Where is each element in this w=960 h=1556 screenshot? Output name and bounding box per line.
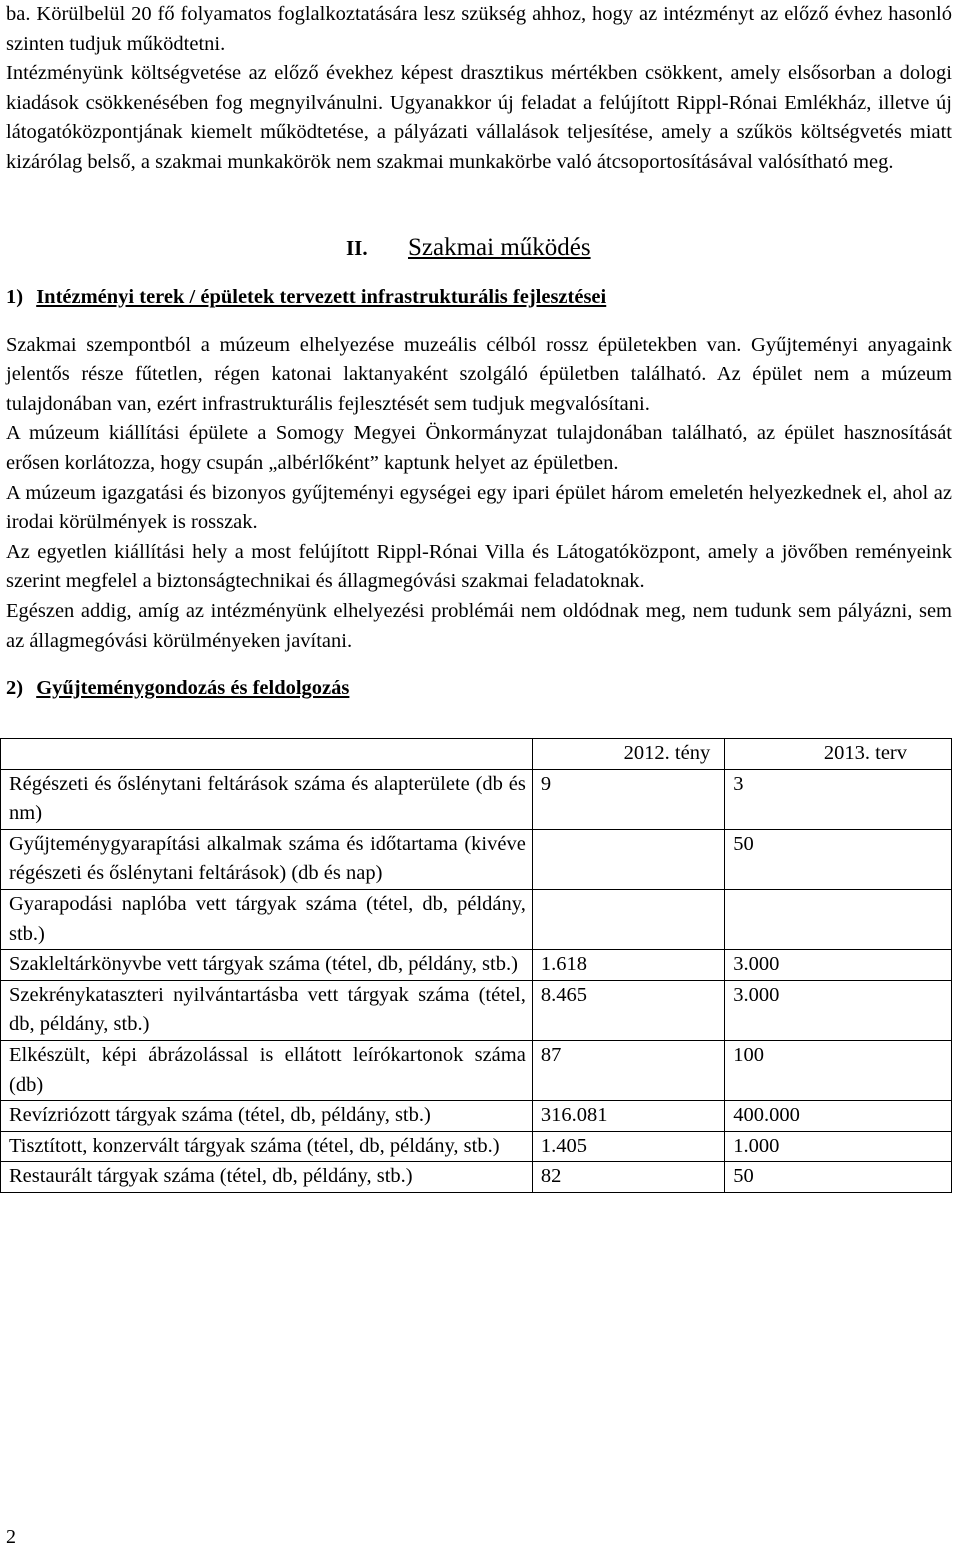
section-1-heading <box>6 281 952 313</box>
table-row <box>1 1162 952 1193</box>
section-1-paragraph: A múzeum igazgatási és bizonyos gyűjteményi egységei egy ipari épület három emeletén helyezkednek el, ahol az irodai körülmények is rosszak. <box>6 481 952 534</box>
row-value-2012: 1.618 <box>532 950 724 981</box>
section-1-paragraph: Az egyetlen kiállítási hely a most felújított Rippl-Rónai Villa és Látogatóközpont, amely a jövőben reményeink szerint megfelel a biztonságtechnikai és állagmegóvási szakmai feladatoknak. <box>6 540 952 593</box>
page-number: 2 <box>6 1526 16 1548</box>
intro-block <box>6 0 952 178</box>
row-value-2012: 9 <box>532 769 724 829</box>
row-value-2012: 87 <box>532 1041 724 1101</box>
row-value-2012 <box>532 890 724 950</box>
document-page <box>6 0 952 1193</box>
section-1-number: 1) <box>6 285 24 308</box>
section-1-paragraph: A múzeum kiállítási épülete a Somogy Megyei Önkormányzat tulajdonában található, az épület hasznosítását erősen korlátozza, hogy csupán „albérlőként” kaptunk helyet az épületben. <box>6 422 952 474</box>
row-label: Tisztított, konzervált tárgyak száma (tétel, db, példány, stb.) <box>1 1131 533 1162</box>
table-row <box>1 1131 952 1162</box>
table-row <box>1 1101 952 1132</box>
intro-paragraph-2: Intézményünk költségvetése az előző évekhez képest drasztikus mértékben csökkent, amely elsősorban a dologi kiadások csökkenésében fog megnyilvánulni. Ugyanakkor új feladat a felújított Rippl-Rónai Emlékház, illetve új látogatóközpontjának kiemelt működtetése, a pályázati vállalások teljesítése, amely a szűkös költségvetés miatt kizárólag belső, a szakmai munkakörök nem szakmai munkakörbe való átcsoportosításával valósítható meg. <box>6 62 952 173</box>
row-label: Elkészült, képi ábrázolással is ellátott leírókartonok száma (db) <box>1 1041 533 1101</box>
row-value-2013 <box>725 890 952 950</box>
row-label: Gyűjteménygyarapítási alkalmak száma és időtartama (kivéve régészeti és őslénytani feltárások) (db és nap) <box>1 829 533 889</box>
row-label: Restaurált tárgyak száma (tétel, db, példány, stb.) <box>1 1162 533 1193</box>
row-value-2013: 3.000 <box>725 950 952 981</box>
row-label: Szekrénykataszteri nyilvántartásba vett tárgyak száma (tétel, db, példány, stb.) <box>1 980 533 1040</box>
row-value-2013: 50 <box>725 829 952 889</box>
row-value-2013: 400.000 <box>725 1101 952 1132</box>
section-2-number: 2) <box>6 677 24 700</box>
section-1-paragraph: Egészen addig, amíg az intézményünk elhelyezési problémái nem oldódnak meg, nem tudunk sem pályázni, sem az állagmegóvási körülményeken javítani. <box>6 599 952 652</box>
row-value-2012: 8.465 <box>532 980 724 1040</box>
section-2-heading <box>6 672 952 704</box>
row-value-2013: 1.000 <box>725 1131 952 1162</box>
table-row <box>1 890 952 950</box>
table-row <box>1 1041 952 1101</box>
table-header-row <box>1 739 952 770</box>
section-2-title: Gyűjteménygondozás és feldolgozás <box>36 677 350 700</box>
row-value-2012 <box>532 829 724 889</box>
table-row <box>1 829 952 889</box>
row-value-2012: 1.405 <box>532 1131 724 1162</box>
section-1-paragraph: Szakmai szempontból a múzeum elhelyezése muzeális célból rossz épületekben van. Gyűjteményi anyagaink jelentős része fűtetlen, régen katonai laktanyaként szolgáló épületben található. Az épület nem a múzeum tulajdonában van, ezért infrastrukturális fejlesztését sem tudjuk megvalósítani. <box>6 333 952 415</box>
table-row <box>1 980 952 1040</box>
row-label: Szakleltárkönyvbe vett tárgyak száma (tétel, db, példány, stb.) <box>1 950 533 981</box>
table-header-2013: 2013. terv <box>725 739 952 770</box>
table-header-2012: 2012. tény <box>532 739 724 770</box>
intro-paragraph-1: ba. Körülbelül 20 fő folyamatos foglalkoztatására lesz szükség ahhoz, hogy az intézményt az előző évhez hasonló szinten tudjuk működtetni. <box>6 3 952 55</box>
row-label: Revízriózott tárgyak száma (tétel, db, példány, stb.) <box>1 1101 533 1132</box>
part-number: II. <box>346 235 368 260</box>
part-heading <box>6 229 952 267</box>
table-row <box>1 950 952 981</box>
row-value-2013: 100 <box>725 1041 952 1101</box>
row-label: Régészeti és őslénytani feltárások száma és alapterülete (db és nm) <box>1 769 533 829</box>
section-1-body <box>6 331 952 657</box>
section-1-title: Intézményi terek / épületek tervezett infrastrukturális fejlesztései <box>36 285 607 308</box>
row-value-2013: 3 <box>725 769 952 829</box>
table-header-label <box>1 739 533 770</box>
collection-stats-table <box>0 738 952 1193</box>
row-label: Gyarapodási naplóba vett tárgyak száma (tétel, db, példány, stb.) <box>1 890 533 950</box>
part-title: Szakmai működés <box>408 233 591 261</box>
table-row <box>1 769 952 829</box>
row-value-2013: 50 <box>725 1162 952 1193</box>
row-value-2012: 316.081 <box>532 1101 724 1132</box>
row-value-2012: 82 <box>532 1162 724 1193</box>
row-value-2013: 3.000 <box>725 980 952 1040</box>
